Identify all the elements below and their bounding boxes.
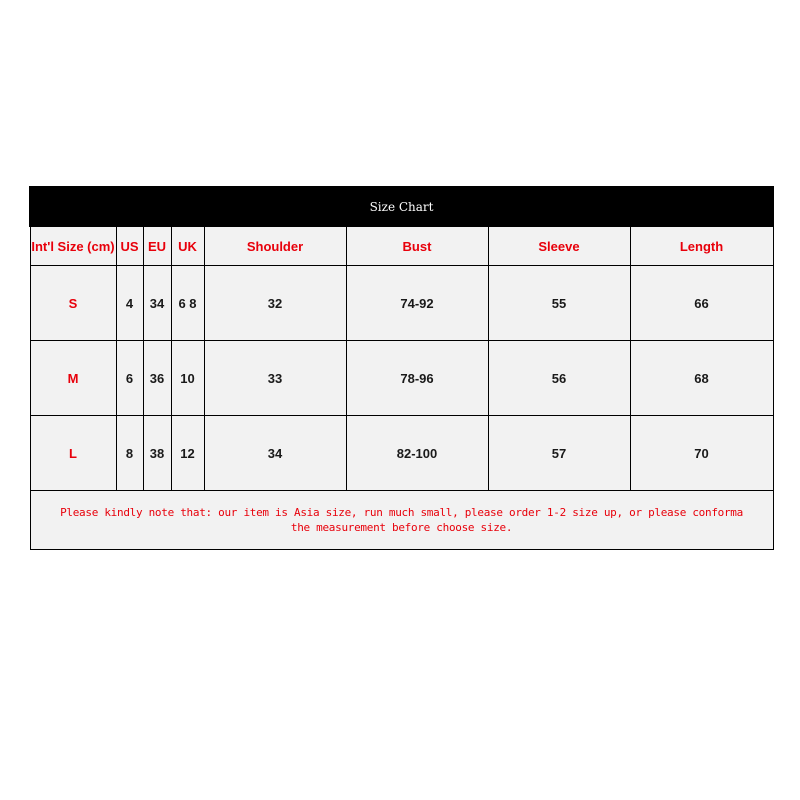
us-cell: 6 <box>116 341 143 416</box>
shoulder-cell: 34 <box>204 416 346 491</box>
size-cell: L <box>30 416 116 491</box>
us-cell: 8 <box>116 416 143 491</box>
size-cell: M <box>30 341 116 416</box>
table-row <box>30 266 773 341</box>
length-cell: 68 <box>630 341 773 416</box>
length-cell: 66 <box>630 266 773 341</box>
header-row <box>30 226 773 266</box>
uk-cell: 12 <box>171 416 204 491</box>
table-row <box>30 416 773 491</box>
sleeve-cell: 57 <box>488 416 630 491</box>
table-row <box>30 341 773 416</box>
sleeve-cell: 55 <box>488 266 630 341</box>
header-length: Length <box>630 226 773 266</box>
shoulder-cell: 33 <box>204 341 346 416</box>
size-cell: S <box>30 266 116 341</box>
chart-title: Size Chart <box>30 187 773 226</box>
uk-cell: 6 8 <box>171 266 204 341</box>
shoulder-cell: 32 <box>204 266 346 341</box>
header-bust: Bust <box>346 226 488 266</box>
sleeve-cell: 56 <box>488 341 630 416</box>
header-sleeve: Sleeve <box>488 226 630 266</box>
header-us: US <box>116 226 143 266</box>
us-cell: 4 <box>116 266 143 341</box>
bust-cell: 74-92 <box>346 266 488 341</box>
length-cell: 70 <box>630 416 773 491</box>
eu-cell: 34 <box>143 266 171 341</box>
header-eu: EU <box>143 226 171 266</box>
uk-cell: 10 <box>171 341 204 416</box>
note-line-2: the measurement before choose size. <box>290 521 513 534</box>
header-uk: UK <box>171 226 204 266</box>
eu-cell: 38 <box>143 416 171 491</box>
size-chart-table <box>29 186 774 550</box>
bust-cell: 78-96 <box>346 341 488 416</box>
header-intl-size: Int'l Size (cm) <box>30 226 116 266</box>
note-line-1: Please kindly note that: our item is Asia size, run much small, please order 1-2 size up, or please conforma <box>60 506 743 519</box>
bust-cell: 82-100 <box>346 416 488 491</box>
header-shoulder: Shoulder <box>204 226 346 266</box>
size-note <box>30 491 773 550</box>
eu-cell: 36 <box>143 341 171 416</box>
